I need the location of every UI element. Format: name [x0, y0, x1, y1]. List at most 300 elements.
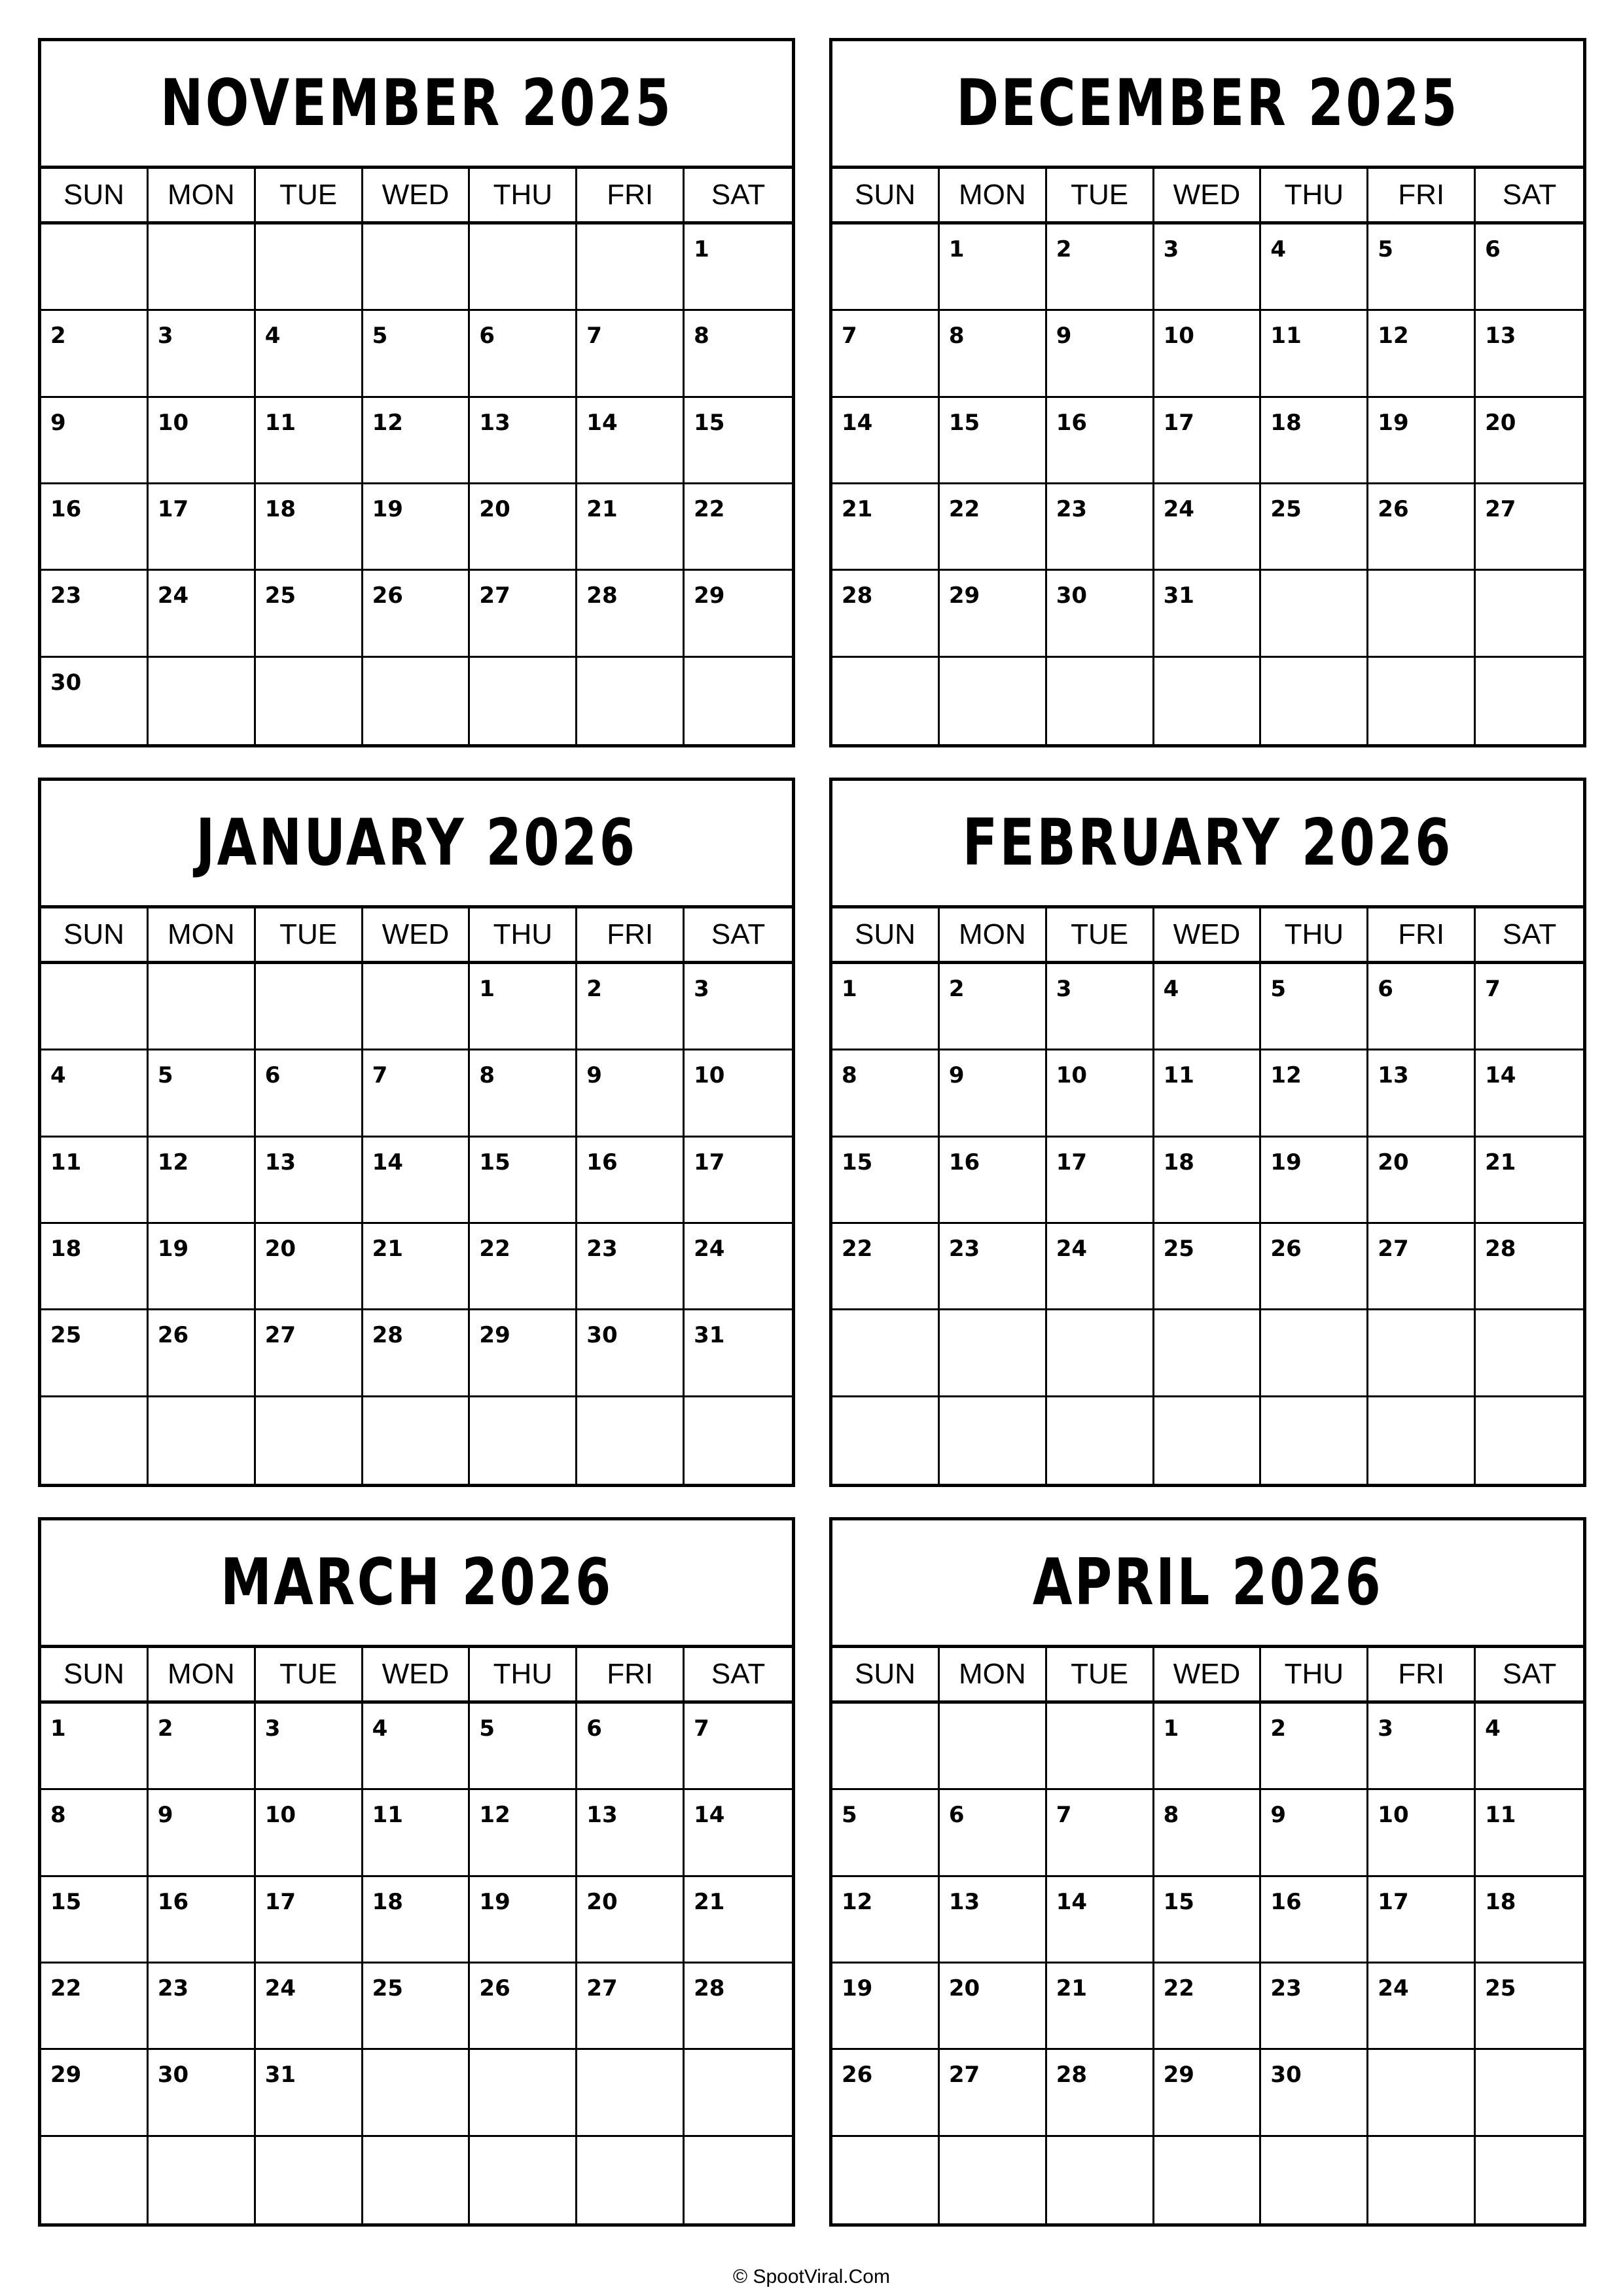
day-cell: 11	[1476, 1790, 1583, 1876]
day-cell	[41, 224, 149, 311]
day-cell	[256, 658, 363, 744]
day-cell: 9	[1047, 311, 1154, 397]
weekday-label: FRI	[1368, 169, 1476, 221]
weekday-label: MON	[940, 908, 1047, 961]
day-cell	[1261, 1310, 1368, 1397]
day-cell	[149, 658, 256, 744]
day-cell: 10	[685, 1050, 792, 1137]
day-cell: 24	[256, 1964, 363, 2050]
month-calendar	[829, 778, 1586, 1487]
day-cell	[685, 2137, 792, 2223]
day-cell: 14	[577, 398, 685, 484]
day-cell: 4	[1261, 224, 1368, 311]
day-cell: 10	[1154, 311, 1262, 397]
day-cell	[470, 2137, 577, 2223]
month-title: MARCH 2026	[220, 1545, 613, 1620]
day-cell: 1	[832, 964, 940, 1050]
day-cell: 17	[1154, 398, 1262, 484]
day-cell: 19	[1261, 1138, 1368, 1224]
day-cell: 7	[577, 311, 685, 397]
day-cell: 19	[1368, 398, 1476, 484]
day-cell: 15	[940, 398, 1047, 484]
day-cell	[1261, 2137, 1368, 2223]
day-cell	[1154, 658, 1262, 744]
day-cell: 8	[940, 311, 1047, 397]
weekday-label: SAT	[711, 1658, 766, 1690]
day-cell: 7	[685, 1704, 792, 1790]
day-cell: 4	[1476, 1704, 1583, 1790]
day-cell	[149, 224, 256, 311]
day-cell: 16	[940, 1138, 1047, 1224]
month-header	[832, 41, 1583, 169]
day-cell: 15	[1154, 1877, 1262, 1964]
month-title: JANUARY 2026	[196, 806, 637, 880]
day-cell: 3	[685, 964, 792, 1050]
day-cell: 30	[1261, 2050, 1368, 2136]
day-cell: 22	[470, 1224, 577, 1310]
day-cell: 30	[577, 1310, 685, 1397]
day-cell	[577, 2050, 685, 2136]
weekday-label: THU	[470, 169, 577, 221]
day-cell: 23	[940, 1224, 1047, 1310]
day-cell	[685, 658, 792, 744]
day-cell: 31	[1154, 571, 1262, 657]
weekday-label: MON	[149, 169, 256, 221]
day-cell: 19	[470, 1877, 577, 1964]
weekday-label: WED	[363, 1648, 471, 1700]
weekday-label: SUN	[832, 169, 940, 221]
day-cell: 17	[256, 1877, 363, 1964]
day-cell: 8	[41, 1790, 149, 1876]
day-cell	[577, 224, 685, 311]
day-cell: 20	[256, 1224, 363, 1310]
day-cell	[470, 1397, 577, 1484]
day-cell: 21	[1047, 1964, 1154, 2050]
day-cell: 9	[940, 1050, 1047, 1137]
day-cell: 27	[256, 1310, 363, 1397]
day-cell: 4	[41, 1050, 149, 1137]
day-cell: 15	[41, 1877, 149, 1964]
day-cell	[1047, 2137, 1154, 2223]
day-cell: 11	[256, 398, 363, 484]
day-cell: 17	[149, 484, 256, 571]
day-cell: 23	[149, 1964, 256, 2050]
month-calendar	[38, 38, 795, 747]
day-cell: 18	[1154, 1138, 1262, 1224]
day-cell	[1154, 2137, 1262, 2223]
day-cell	[1154, 1310, 1262, 1397]
day-cell	[1476, 1310, 1583, 1397]
month-calendar	[829, 1517, 1586, 2227]
day-cell: 2	[1261, 1704, 1368, 1790]
day-cell: 4	[1154, 964, 1262, 1050]
day-cell: 10	[149, 398, 256, 484]
day-cell: 20	[940, 1964, 1047, 2050]
day-cell: 16	[41, 484, 149, 571]
day-cell	[363, 964, 471, 1050]
days-grid	[832, 224, 1583, 744]
month-header	[832, 781, 1583, 908]
weekday-header-row	[41, 908, 792, 964]
day-cell: 13	[577, 1790, 685, 1876]
day-cell: 15	[832, 1138, 940, 1224]
day-cell: 10	[1047, 1050, 1154, 1137]
weekday-label: FRI	[577, 908, 685, 961]
day-cell: 28	[363, 1310, 471, 1397]
day-cell: 29	[41, 2050, 149, 2136]
weekday-label: FRI	[577, 169, 685, 221]
day-cell: 22	[940, 484, 1047, 571]
weekday-label: SUN	[41, 908, 149, 961]
day-cell: 5	[149, 1050, 256, 1137]
day-cell: 23	[1261, 1964, 1368, 2050]
day-cell: 1	[685, 224, 792, 311]
day-cell: 3	[1047, 964, 1154, 1050]
day-cell: 21	[577, 484, 685, 571]
day-cell	[41, 964, 149, 1050]
day-cell: 16	[1261, 1877, 1368, 1964]
day-cell: 21	[685, 1877, 792, 1964]
days-grid	[41, 964, 792, 1484]
day-cell	[1261, 1397, 1368, 1484]
day-cell: 3	[1368, 1704, 1476, 1790]
day-cell	[470, 658, 577, 744]
day-cell: 6	[940, 1790, 1047, 1876]
day-cell: 22	[685, 484, 792, 571]
day-cell: 22	[41, 1964, 149, 2050]
day-cell: 12	[149, 1138, 256, 1224]
day-cell	[363, 224, 471, 311]
day-cell: 9	[577, 1050, 685, 1137]
day-cell: 30	[1047, 571, 1154, 657]
weekday-label: THU	[1261, 908, 1368, 961]
day-cell	[256, 224, 363, 311]
day-cell: 13	[940, 1877, 1047, 1964]
day-cell: 25	[1476, 1964, 1583, 2050]
day-cell	[1261, 658, 1368, 744]
day-cell	[256, 2137, 363, 2223]
day-cell	[1476, 1397, 1583, 1484]
day-cell: 30	[149, 2050, 256, 2136]
weekday-label: SAT	[1502, 918, 1557, 950]
day-cell: 9	[1261, 1790, 1368, 1876]
days-grid	[41, 1704, 792, 2223]
day-cell: 6	[577, 1704, 685, 1790]
day-cell: 31	[256, 2050, 363, 2136]
calendar-grid	[38, 38, 1586, 2227]
weekday-label: SAT	[711, 179, 766, 211]
day-cell	[41, 2137, 149, 2223]
day-cell: 2	[940, 964, 1047, 1050]
day-cell: 20	[1476, 398, 1583, 484]
day-cell	[832, 1704, 940, 1790]
day-cell	[1476, 658, 1583, 744]
day-cell: 3	[1154, 224, 1262, 311]
day-cell: 25	[41, 1310, 149, 1397]
day-cell: 13	[1476, 311, 1583, 397]
day-cell	[1047, 1310, 1154, 1397]
days-grid	[832, 964, 1583, 1484]
day-cell	[577, 1397, 685, 1484]
day-cell: 1	[940, 224, 1047, 311]
day-cell	[1154, 1397, 1262, 1484]
weekday-label: SAT	[1502, 1658, 1557, 1690]
day-cell: 3	[149, 311, 256, 397]
day-cell: 14	[832, 398, 940, 484]
day-cell	[940, 1397, 1047, 1484]
day-cell: 18	[1476, 1877, 1583, 1964]
day-cell: 6	[1476, 224, 1583, 311]
day-cell	[832, 1397, 940, 1484]
day-cell	[1261, 571, 1368, 657]
day-cell	[256, 1397, 363, 1484]
day-cell: 24	[1047, 1224, 1154, 1310]
day-cell	[363, 1397, 471, 1484]
month-header	[832, 1520, 1583, 1648]
day-cell: 26	[1261, 1224, 1368, 1310]
day-cell: 24	[1154, 484, 1262, 571]
day-cell: 28	[1047, 2050, 1154, 2136]
weekday-label: SAT	[1502, 179, 1557, 211]
day-cell: 2	[149, 1704, 256, 1790]
day-cell	[1476, 571, 1583, 657]
day-cell: 15	[685, 398, 792, 484]
day-cell: 24	[1368, 1964, 1476, 2050]
day-cell: 26	[470, 1964, 577, 2050]
days-grid	[832, 1704, 1583, 2223]
day-cell: 5	[470, 1704, 577, 1790]
weekday-label: TUE	[256, 908, 363, 961]
day-cell: 13	[256, 1138, 363, 1224]
day-cell	[1047, 1397, 1154, 1484]
day-cell: 21	[363, 1224, 471, 1310]
day-cell: 29	[685, 571, 792, 657]
day-cell: 2	[41, 311, 149, 397]
day-cell: 28	[1476, 1224, 1583, 1310]
month-calendar	[38, 778, 795, 1487]
day-cell: 12	[1261, 1050, 1368, 1137]
day-cell: 2	[1047, 224, 1154, 311]
day-cell	[149, 964, 256, 1050]
day-cell: 10	[1368, 1790, 1476, 1876]
day-cell	[940, 658, 1047, 744]
day-cell: 6	[1368, 964, 1476, 1050]
month-calendar	[829, 38, 1586, 747]
month-title: DECEMBER 2025	[956, 66, 1459, 141]
day-cell	[363, 2050, 471, 2136]
day-cell: 27	[940, 2050, 1047, 2136]
day-cell: 22	[1154, 1964, 1262, 2050]
day-cell: 25	[256, 571, 363, 657]
day-cell: 1	[41, 1704, 149, 1790]
weekday-label: FRI	[577, 1648, 685, 1700]
day-cell: 29	[470, 1310, 577, 1397]
day-cell: 20	[470, 484, 577, 571]
weekday-label: WED	[1154, 1648, 1262, 1700]
month-header	[41, 1520, 792, 1648]
day-cell	[940, 2137, 1047, 2223]
day-cell: 23	[577, 1224, 685, 1310]
day-cell: 29	[1154, 2050, 1262, 2136]
day-cell: 19	[363, 484, 471, 571]
month-title: APRIL 2026	[1032, 1545, 1383, 1620]
weekday-header-row	[832, 169, 1583, 224]
day-cell	[1368, 1310, 1476, 1397]
day-cell	[1047, 658, 1154, 744]
day-cell	[577, 658, 685, 744]
day-cell: 16	[1047, 398, 1154, 484]
day-cell: 26	[1368, 484, 1476, 571]
day-cell: 11	[1154, 1050, 1262, 1137]
day-cell: 19	[832, 1964, 940, 2050]
day-cell: 1	[1154, 1704, 1262, 1790]
day-cell	[1476, 2050, 1583, 2136]
day-cell	[1476, 2137, 1583, 2223]
day-cell: 11	[363, 1790, 471, 1876]
day-cell	[940, 1704, 1047, 1790]
day-cell: 8	[470, 1050, 577, 1137]
day-cell: 23	[1047, 484, 1154, 571]
weekday-label: SUN	[41, 1648, 149, 1700]
day-cell: 23	[41, 571, 149, 657]
day-cell: 9	[149, 1790, 256, 1876]
day-cell: 26	[363, 571, 471, 657]
day-cell: 5	[832, 1790, 940, 1876]
day-cell: 28	[577, 571, 685, 657]
day-cell	[685, 2050, 792, 2136]
weekday-label: SAT	[711, 918, 766, 950]
day-cell: 8	[685, 311, 792, 397]
day-cell: 12	[1368, 311, 1476, 397]
month-header	[41, 41, 792, 169]
day-cell: 13	[1368, 1050, 1476, 1137]
day-cell	[1368, 571, 1476, 657]
day-cell: 11	[1261, 311, 1368, 397]
day-cell: 19	[149, 1224, 256, 1310]
day-cell: 21	[1476, 1138, 1583, 1224]
weekday-label: MON	[149, 1648, 256, 1700]
day-cell: 5	[1368, 224, 1476, 311]
day-cell	[1368, 1397, 1476, 1484]
month-title: FEBRUARY 2026	[962, 806, 1454, 880]
weekday-label: MON	[940, 1648, 1047, 1700]
day-cell	[1047, 1704, 1154, 1790]
day-cell: 1	[470, 964, 577, 1050]
day-cell	[1368, 658, 1476, 744]
day-cell: 21	[832, 484, 940, 571]
day-cell: 7	[363, 1050, 471, 1137]
weekday-label: SUN	[832, 908, 940, 961]
day-cell: 26	[149, 1310, 256, 1397]
day-cell: 25	[363, 1964, 471, 2050]
day-cell: 17	[1047, 1138, 1154, 1224]
day-cell	[470, 224, 577, 311]
day-cell: 15	[470, 1138, 577, 1224]
weekday-label: FRI	[1368, 1648, 1476, 1700]
day-cell: 12	[832, 1877, 940, 1964]
day-cell	[832, 1310, 940, 1397]
day-cell	[149, 2137, 256, 2223]
day-cell: 28	[685, 1964, 792, 2050]
day-cell: 10	[256, 1790, 363, 1876]
day-cell: 27	[1476, 484, 1583, 571]
weekday-label: TUE	[1047, 1648, 1154, 1700]
day-cell: 20	[577, 1877, 685, 1964]
day-cell: 30	[41, 658, 149, 744]
day-cell: 14	[685, 1790, 792, 1876]
day-cell: 16	[149, 1877, 256, 1964]
days-grid	[41, 224, 792, 744]
day-cell: 24	[149, 571, 256, 657]
weekday-header-row	[41, 1648, 792, 1704]
weekday-header-row	[41, 169, 792, 224]
weekday-label: THU	[470, 1648, 577, 1700]
day-cell: 7	[1476, 964, 1583, 1050]
weekday-label: SUN	[41, 169, 149, 221]
day-cell: 5	[1261, 964, 1368, 1050]
day-cell: 31	[685, 1310, 792, 1397]
weekday-label: THU	[470, 908, 577, 961]
day-cell: 5	[363, 311, 471, 397]
day-cell: 20	[1368, 1138, 1476, 1224]
weekday-label: WED	[363, 908, 471, 961]
day-cell	[685, 1397, 792, 1484]
day-cell	[940, 1310, 1047, 1397]
day-cell: 6	[256, 1050, 363, 1137]
day-cell	[1368, 2137, 1476, 2223]
weekday-label: TUE	[1047, 169, 1154, 221]
day-cell: 7	[832, 311, 940, 397]
day-cell: 18	[363, 1877, 471, 1964]
day-cell: 6	[470, 311, 577, 397]
weekday-label: THU	[1261, 169, 1368, 221]
day-cell: 9	[41, 398, 149, 484]
day-cell	[832, 2137, 940, 2223]
day-cell: 28	[832, 571, 940, 657]
weekday-header-row	[832, 908, 1583, 964]
day-cell: 12	[363, 398, 471, 484]
day-cell	[41, 1397, 149, 1484]
weekday-label: TUE	[256, 169, 363, 221]
month-title: NOVEMBER 2025	[160, 66, 673, 141]
day-cell	[1368, 2050, 1476, 2136]
day-cell: 14	[1476, 1050, 1583, 1137]
weekday-label: TUE	[256, 1648, 363, 1700]
day-cell: 3	[256, 1704, 363, 1790]
day-cell: 17	[685, 1138, 792, 1224]
day-cell: 22	[832, 1224, 940, 1310]
day-cell: 14	[1047, 1877, 1154, 1964]
weekday-label: WED	[363, 169, 471, 221]
day-cell: 25	[1261, 484, 1368, 571]
weekday-label: SUN	[832, 1648, 940, 1700]
day-cell: 18	[1261, 398, 1368, 484]
day-cell: 18	[41, 1224, 149, 1310]
day-cell	[832, 224, 940, 311]
day-cell: 2	[577, 964, 685, 1050]
day-cell: 27	[1368, 1224, 1476, 1310]
month-calendar	[38, 1517, 795, 2227]
day-cell	[149, 1397, 256, 1484]
weekday-label: MON	[149, 908, 256, 961]
day-cell: 16	[577, 1138, 685, 1224]
day-cell: 4	[363, 1704, 471, 1790]
day-cell	[470, 2050, 577, 2136]
day-cell: 24	[685, 1224, 792, 1310]
day-cell: 8	[832, 1050, 940, 1137]
day-cell: 13	[470, 398, 577, 484]
weekday-label: MON	[940, 169, 1047, 221]
